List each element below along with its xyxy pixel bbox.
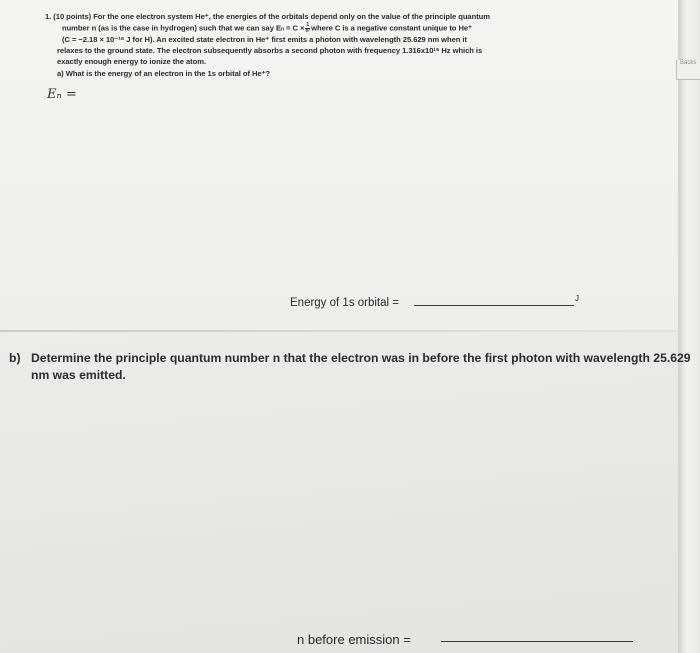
answer-b-line[interactable] bbox=[441, 641, 633, 642]
handwritten-en: Eₙ = bbox=[47, 87, 77, 102]
problem-line-2-text: number n (as is the case in hydrogen) such that we can say E bbox=[62, 23, 281, 33]
part-a-question: a) What is the energy of an electron in the 1s orbital of He⁺? bbox=[57, 69, 271, 78]
fraction-denominator: n² bbox=[305, 28, 311, 34]
answer-b-label: n before emission = bbox=[297, 632, 411, 647]
page-edge bbox=[678, 0, 700, 653]
problem-line-4: relaxes to the ground state. The electron subsequently absorbs a second photon with frequency 1.316x10¹⁶ Hz which is bbox=[57, 46, 483, 55]
answer-a-label: Energy of 1s orbital = bbox=[290, 297, 399, 309]
answer-a-unit: J bbox=[575, 294, 579, 303]
problem-line-2 bbox=[62, 23, 472, 34]
subscript-n: n bbox=[280, 26, 284, 33]
page-fold bbox=[0, 330, 700, 332]
problem-line-2-eq: = C × bbox=[284, 23, 305, 33]
problem-line-3: (C = −2.18 × 10⁻¹⁸ J for H). An excited state electron in He⁺ first emits a photon with wavelength 25.629 nm when it bbox=[62, 35, 467, 44]
problem-line-2-tail: where C is a negative constant unique to He⁺ bbox=[311, 23, 473, 33]
fraction-numerator: 1 bbox=[306, 22, 310, 28]
part-b-letter: b) bbox=[9, 351, 21, 365]
fraction bbox=[305, 23, 310, 34]
part-b-question-line-2: nm was emitted. bbox=[31, 368, 126, 382]
problem-line-1: 1. (10 points) For the one electron system He⁺, the energies of the orbitals depend only on the value of the principle quantum bbox=[45, 12, 490, 21]
problem-line-5: exactly enough energy to ionize the atom. bbox=[57, 57, 207, 66]
edge-tab-label: Backs bbox=[676, 60, 700, 80]
part-b-question-line-1: Determine the principle quantum number n that the electron was in before the first photon with wavelength 25.629 bbox=[31, 351, 691, 365]
answer-a-line[interactable] bbox=[414, 305, 574, 306]
